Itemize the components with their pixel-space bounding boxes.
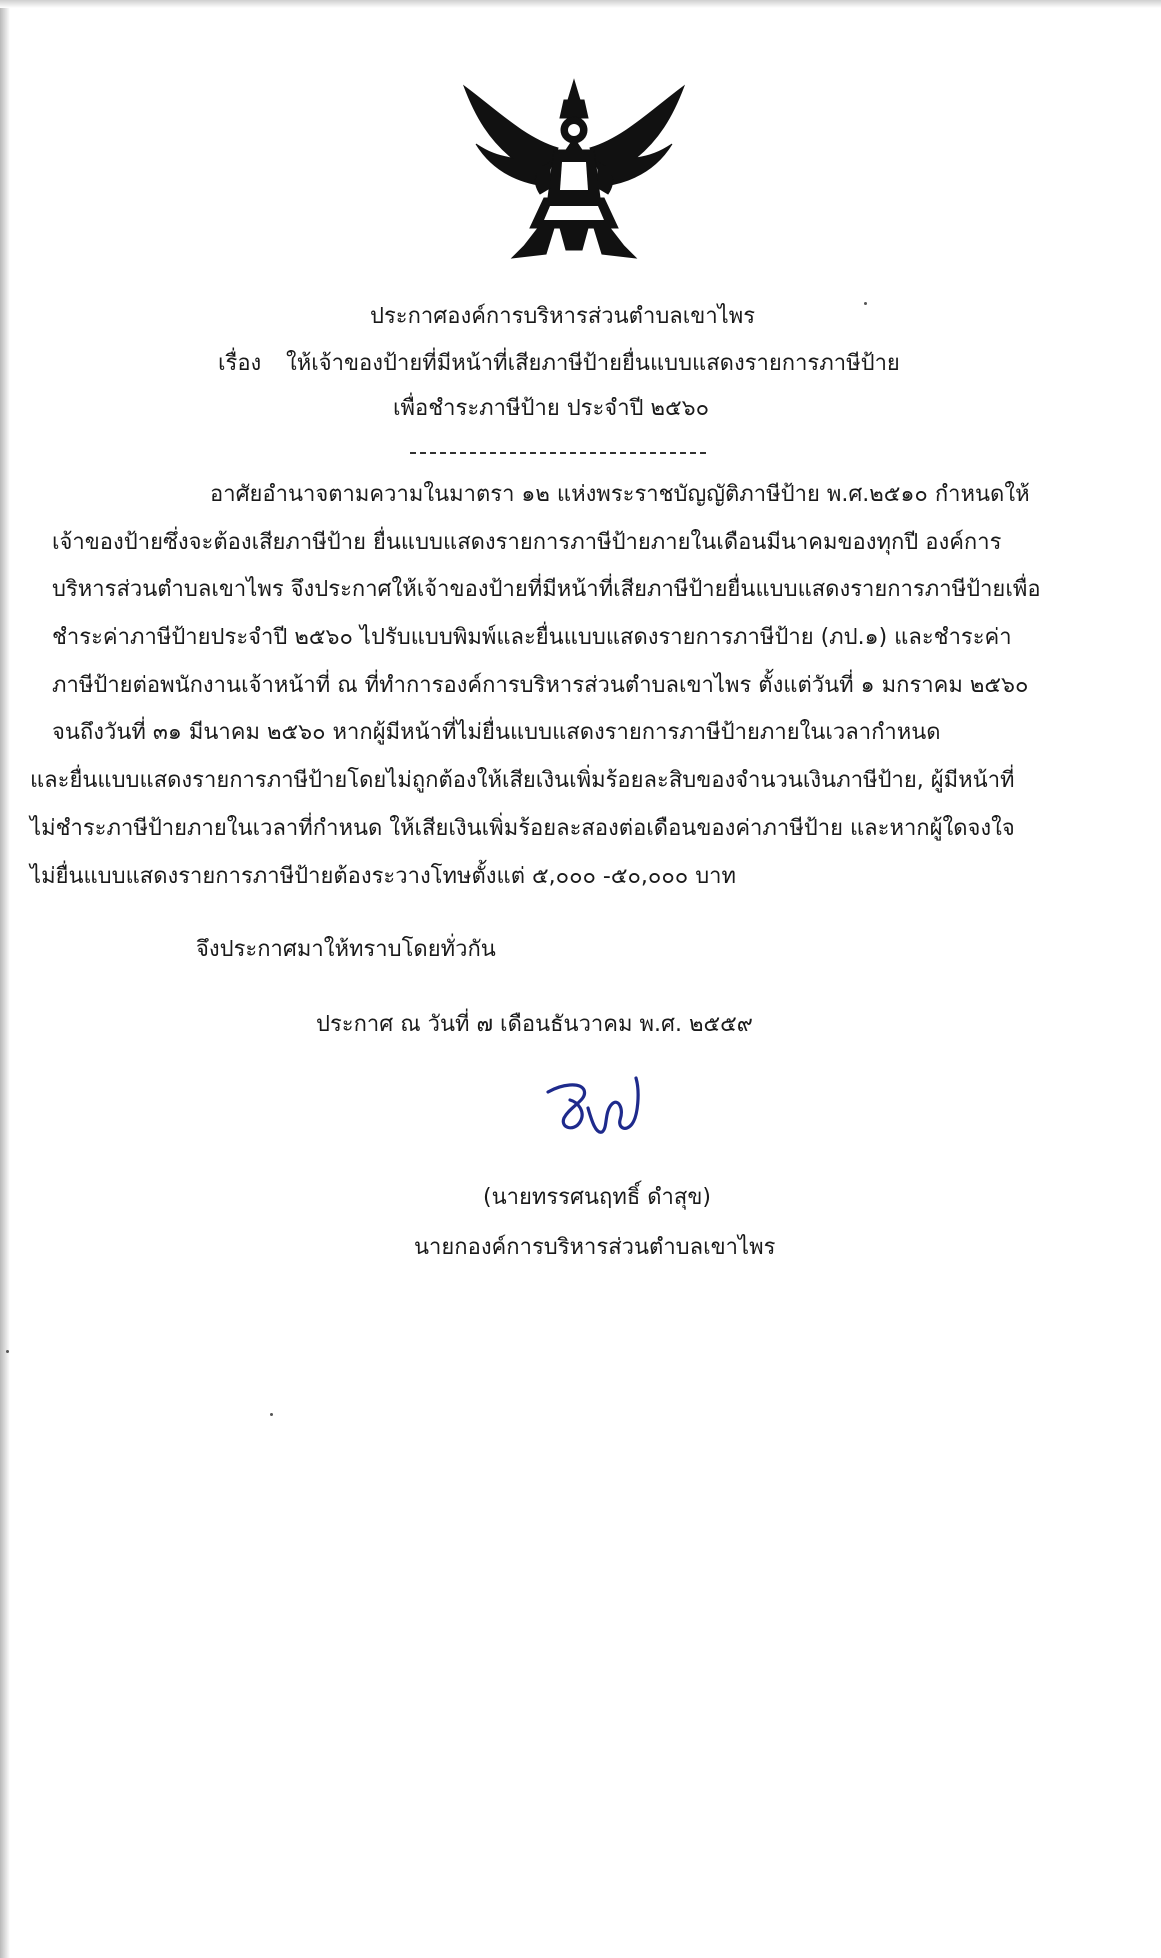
body-line: จนถึงวันที่ ๓๑ มีนาคม ๒๕๖๐ หากผู้มีหน้าที่ไม่ยื่นแบบแสดงรายการภาษีป้ายภายในเวลากำหนด xyxy=(52,720,941,746)
body-line: ชำระค่าภาษีป้ายประจำปี ๒๕๖๐ ไปรับแบบพิมพ์และยื่นแบบแสดงรายการภาษีป้าย (ภป.๑) และชำระค่า xyxy=(52,625,1012,651)
subject-continuation: เพื่อชำระภาษีป้าย ประจำปี ๒๕๖๐ xyxy=(393,396,710,421)
body-line: ภาษีป้ายต่อพนักงานเจ้าหน้าที่ ณ ที่ทำการองค์การบริหารส่วนตำบลเขาไพร ตั้งแต่วันที่ ๑ มกราคม ๒๕๖๐ xyxy=(52,672,1029,698)
body-line: อาศัยอำนาจตามความในมาตรา ๑๒ แห่งพระราชบัญญัติภาษีป้าย พ.ศ.๒๕๑๐ กำหนดให้ xyxy=(210,482,1030,507)
scan-speck xyxy=(864,302,867,305)
body-line: ไม่ยื่นแบบแสดงรายการภาษีป้ายต้องระวางโทษตั้งแต่ ๕,๐๐๐ -๕๐,๐๐๐ บาท xyxy=(30,863,737,889)
scan-speck xyxy=(6,1350,9,1353)
scan-speck xyxy=(270,1413,273,1416)
closing-statement: จึงประกาศมาให้ทราบโดยทั่วกัน xyxy=(196,937,496,962)
body-line: และยื่นแบบแสดงรายการภาษีป้ายโดยไม่ถูกต้องให้เสียเงินเพิ่มร้อยละสิบของจำนวนเงินภาษีป้าย, ผู้มีหน้าที่ xyxy=(30,768,1015,794)
scan-left-edge xyxy=(0,0,10,1958)
subject-text: ให้เจ้าของป้ายที่มีหน้าที่เสียภาษีป้ายยื่นแบบแสดงรายการภาษีป้าย xyxy=(286,351,900,376)
handwritten-signature xyxy=(540,1072,660,1152)
signer-position: นายกองค์การบริหารส่วนตำบลเขาไพร xyxy=(414,1235,776,1260)
garuda-emblem-icon xyxy=(454,78,694,264)
announcement-date: ประกาศ ณ วันที่ ๗ เดือนธันวาคม พ.ศ. ๒๕๕๙ xyxy=(316,1012,753,1037)
subject-label: เรื่อง xyxy=(218,351,262,376)
signer-name: (นายทรรศนฤทธิ์ ดำสุข) xyxy=(483,1185,711,1210)
title-divider xyxy=(410,452,706,454)
announcement-body xyxy=(30,480,1130,909)
subject-row xyxy=(218,349,900,379)
announcement-title: ประกาศองค์การบริหารส่วนตำบลเขาไพร xyxy=(370,304,756,329)
body-line: ไม่ชำระภาษีป้ายภายในเวลาที่กำหนด ให้เสียเงินเพิ่มร้อยละสองต่อเดือนของค่าภาษีป้าย และหากผู้ใดจงใจ xyxy=(30,815,1015,841)
scan-top-edge xyxy=(0,0,1161,8)
body-line: เจ้าของป้ายซึ่งจะต้องเสียภาษีป้าย ยื่นแบบแสดงรายการภาษีป้ายภายในเดือนมีนาคมของทุกปี องค์การ xyxy=(52,529,1002,555)
body-line: บริหารส่วนตำบลเขาไพร จึงประกาศให้เจ้าของป้ายที่มีหน้าที่เสียภาษีป้ายยื่นแบบแสดงรายการภาษีป้ายเพื่อ xyxy=(52,577,1041,603)
